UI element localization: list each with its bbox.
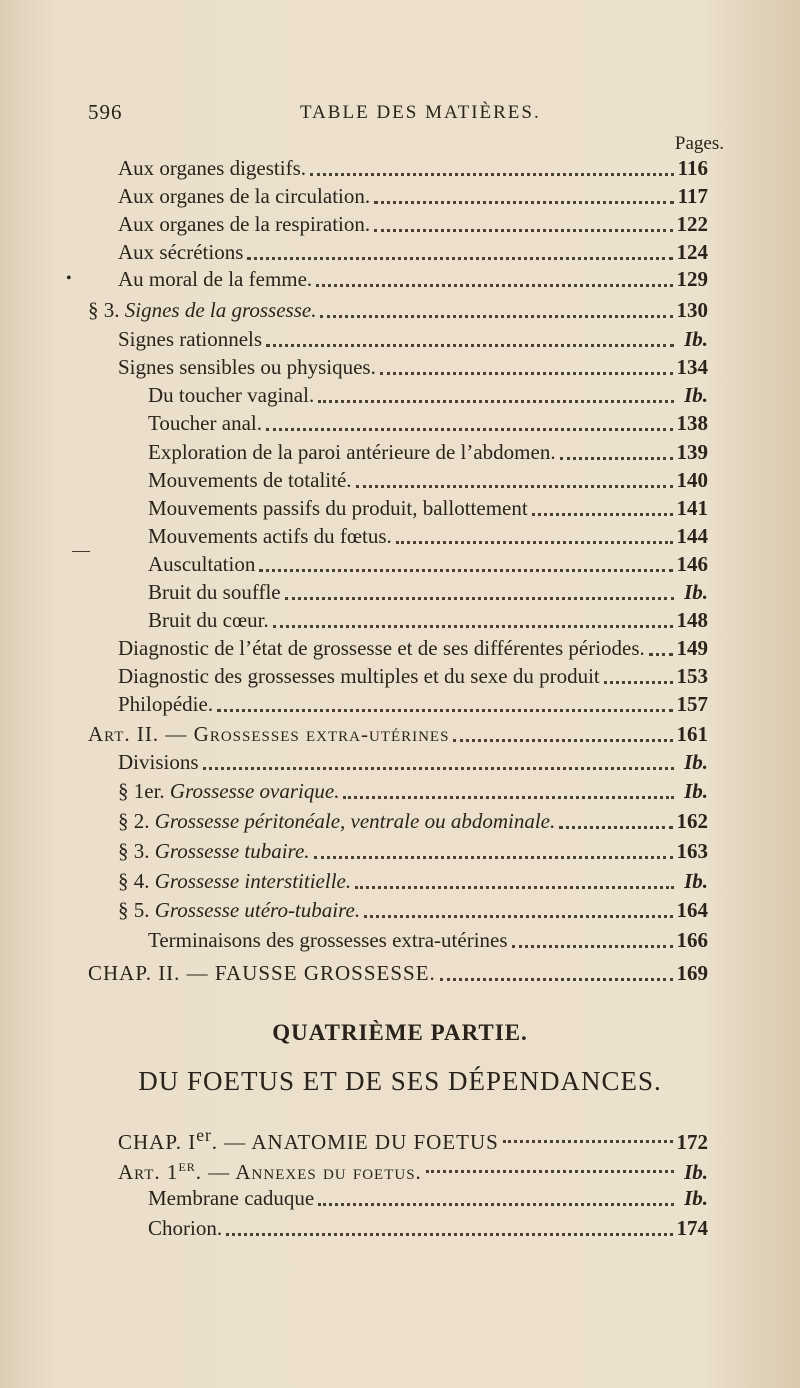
- toc-chapter: CHAP. II. — FAUSSE GROSSESSE. 169: [88, 961, 708, 985]
- toc-subentry: Chorion. 174: [148, 1216, 708, 1240]
- toc-entry: § 4. Grossesse interstitielle. Ib.: [118, 869, 708, 893]
- margin-dash: —: [72, 540, 90, 560]
- toc-subentry: Mouvements passifs du produit, ballottement 141: [148, 496, 708, 520]
- toc-entry: Divisions Ib.: [118, 750, 708, 774]
- toc-entry: Signes rationnels Ib.: [118, 327, 708, 351]
- toc-entry: Diagnostic de l’état de grossesse et de ses différentes périodes. 149: [118, 636, 708, 660]
- toc-entry: Signes sensibles ou physiques. 134: [118, 355, 708, 379]
- pages-column-label: Pages.: [674, 133, 724, 154]
- page-number: 596: [88, 100, 123, 124]
- toc-entry: Aux sécrétions 124: [118, 240, 708, 264]
- toc-subentry: Bruit du cœur. 148: [148, 608, 708, 632]
- toc-entry: Diagnostic des grossesses multiples et du sexe du produit 153: [118, 664, 708, 688]
- toc-subentry: Terminaisons des grossesses extra-utérines 166: [148, 928, 708, 952]
- toc-article: Art. II. — Grossesses extra-utérines 161: [88, 722, 708, 746]
- toc-entry: Aux organes digestifs. 116: [118, 156, 708, 180]
- part-subtitle: DU FOETUS ET DE SES DÉPENDANCES.: [138, 1066, 662, 1096]
- toc-subentry: Auscultation 146: [148, 552, 708, 576]
- part-heading: QUATRIÈME PARTIE.: [272, 1020, 528, 1045]
- toc-entry: § 2. Grossesse péritonéale, ventrale ou abdominale. 162: [118, 809, 708, 833]
- toc-entry: Aux organes de la respiration. 122: [118, 212, 708, 236]
- toc-article: Art. 1er. — Annexes du foetus. Ib.: [118, 1155, 708, 1184]
- toc-subentry: Membrane caduque Ib.: [148, 1186, 708, 1210]
- toc-entry: Au moral de la femme. 129: [118, 267, 708, 291]
- toc-entry: § 5. Grossesse utéro-tubaire. 164: [118, 898, 708, 922]
- toc-entry: § 1er. Grossesse ovarique. Ib.: [118, 779, 708, 803]
- toc-entry: Philopédie. 157: [118, 692, 708, 716]
- toc-entry: Aux organes de la circulation. 117: [118, 184, 708, 208]
- toc-section: § 3. Signes de la grossesse. 130: [88, 298, 708, 322]
- toc-subentry: Toucher anal. 138: [148, 411, 708, 435]
- toc-entry: § 3. Grossesse tubaire. 163: [118, 839, 708, 863]
- margin-mark: •: [66, 270, 72, 287]
- toc-subentry: Exploration de la paroi antérieure de l’abdomen. 139: [148, 440, 708, 464]
- running-title: TABLE DES MATIÈRES.: [300, 102, 541, 123]
- toc-subentry: Mouvements de totalité. 140: [148, 468, 708, 492]
- toc-subentry: Mouvements actifs du fœtus. 144: [148, 524, 708, 548]
- toc-subentry: Bruit du souffle Ib.: [148, 580, 708, 604]
- toc-chapter: CHAP. Ier. — ANATOMIE DU FOETUS 172: [118, 1125, 708, 1154]
- toc-subentry: Du toucher vaginal. Ib.: [148, 383, 708, 407]
